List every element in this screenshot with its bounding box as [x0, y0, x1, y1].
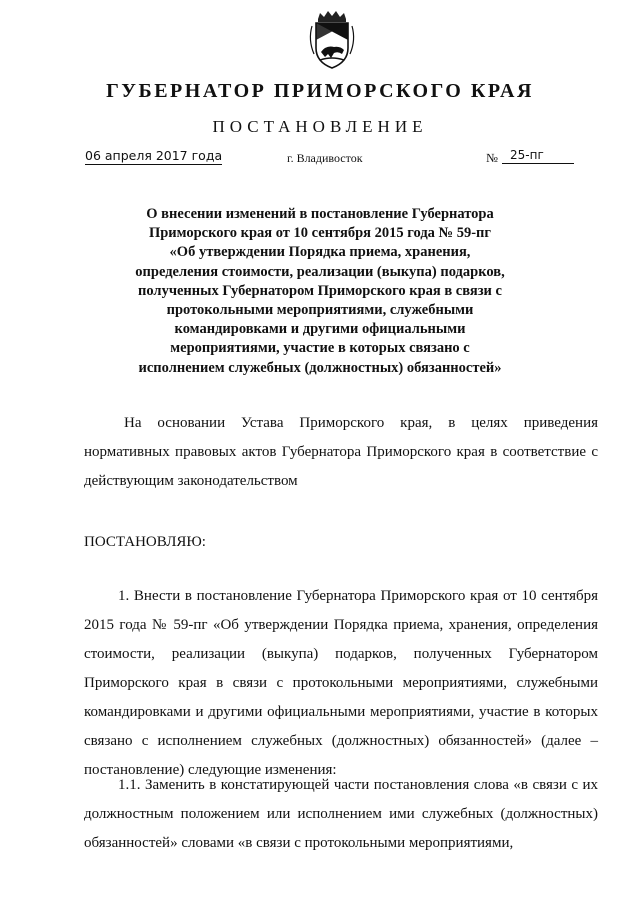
heading-line: определения стоимости, реализации (выкупа) подарков, — [135, 263, 505, 280]
intro-paragraph: На основании Устава Приморского края, в целях приведения нормативных правовых актов Губернатора Приморского края в соответствие с действующим законодательством — [84, 415, 598, 489]
organization-title: ГУБЕРНАТОР ПРИМОРСКОГО КРАЯ — [106, 80, 534, 102]
heading-line: Приморского края от 10 сентября 2015 года № 59-пг — [148, 225, 492, 242]
document-city: г. Владивосток — [287, 151, 363, 165]
document-date: 06 апреля 2017 года — [85, 148, 223, 163]
heading-line: исполнением служебных (должностных) обязанностей» — [138, 359, 502, 376]
heading-line: «Об утверждении Порядка приема, хранения, — [169, 244, 471, 261]
heading-line: командировками и другими официальными — [174, 321, 466, 338]
decree-word: ПОСТАНОВЛЯЮ: — [84, 534, 206, 550]
heading-line: полученных Губернатором Приморского края в связи с — [138, 282, 502, 299]
document-type: ПОСТАНОВЛЕНИЕ — [212, 117, 428, 136]
coat-of-arms-icon — [298, 10, 366, 70]
heading-line: мероприятиями, участие в которых связано с — [170, 340, 470, 357]
document-number-label: № — [486, 151, 498, 165]
heading-line: О внесении изменений в постановление Губернатора — [146, 206, 494, 222]
heading-line: протокольными мероприятиями, служебными — [166, 302, 474, 319]
item-1-paragraph: 1. Внести в постановление Губернатора Приморского края от 10 сентября 2015 года № 59-пг «Об утверждении Порядка приема, хранения, определения стоимости, реализации (выкупа) подарков, полученных Губернатором Приморского края в связи с протокольными мероприятиями, служебными командировками и другими официальными мероприятиями, участие в которых связано с исполнением служебных (должностных) обязанностей» (далее – постановление) следующие изменения: — [84, 588, 598, 778]
item-1-1-paragraph: 1.1. Заменить в констатирующей части постановления слова «в связи с их должностным положением или исполнением ими служебных (должностных) обязанностей» словами «в связи с протокольными мероприятиями, — [84, 777, 598, 851]
document-number: 25-пг — [502, 148, 574, 164]
document-heading — [120, 205, 520, 378]
